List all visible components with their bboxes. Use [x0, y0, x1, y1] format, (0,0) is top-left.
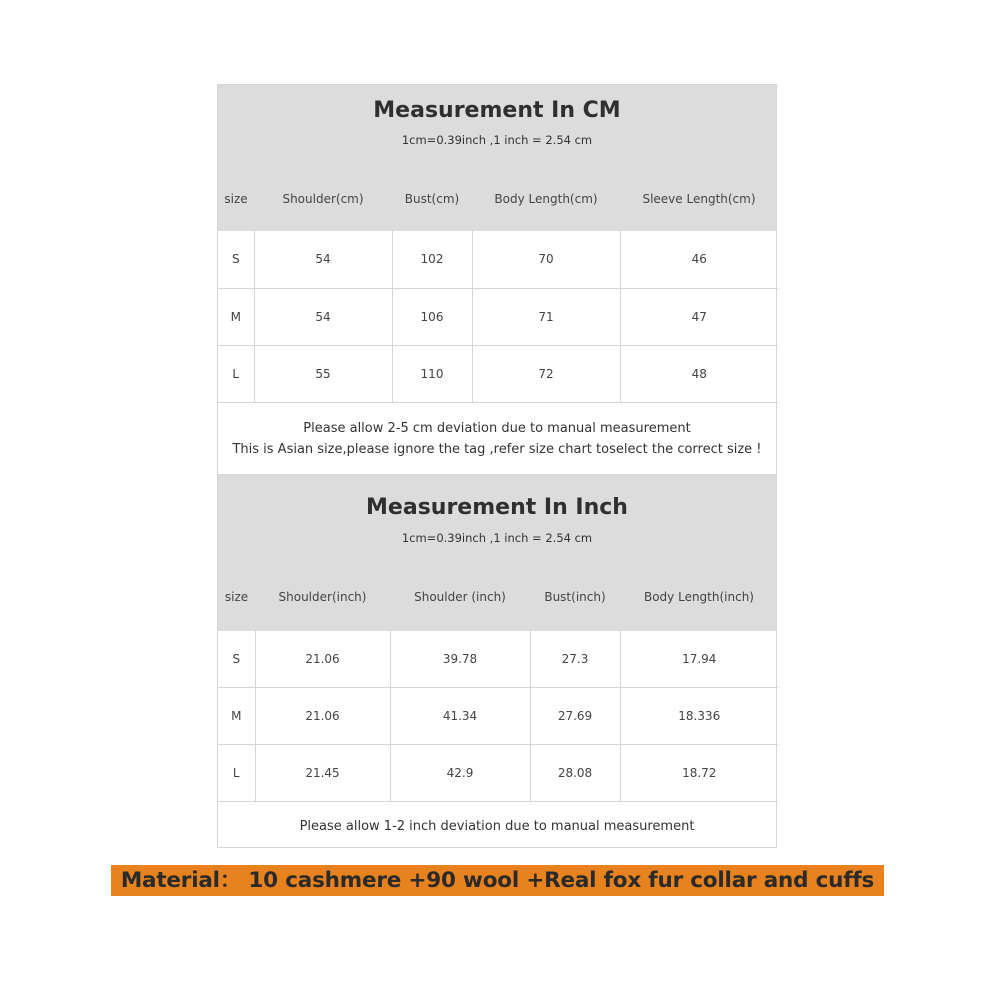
- table-row: [218, 345, 778, 402]
- cm-header-body-length: Body Length(cm): [494, 192, 598, 206]
- cm-header-bust: Bust(cm): [404, 192, 460, 206]
- inch-cell: 27.69: [530, 688, 620, 745]
- inch-cell: M: [218, 688, 255, 745]
- table-row: [218, 288, 778, 345]
- cm-cell: 71: [472, 288, 620, 345]
- cm-note-line1: Please allow 2-5 cm deviation due to manual measurement: [303, 420, 691, 436]
- cm-cell: 54: [254, 288, 392, 345]
- cm-cell: L: [218, 345, 254, 402]
- table-row: [218, 745, 778, 802]
- cm-cell: 102: [392, 231, 472, 288]
- cm-cell: 55: [254, 345, 392, 402]
- inch-header-size: size: [224, 589, 249, 604]
- cm-cell: 70: [472, 231, 620, 288]
- inch-note: Please allow 1-2 inch deviation due to manual measurement: [299, 819, 695, 834]
- cm-subtitle: 1cm=0.39inch ,1 inch = 2.54 cm: [401, 133, 593, 147]
- cm-cell: 72: [472, 345, 620, 402]
- inch-header-band: [218, 475, 776, 631]
- cm-cell: M: [218, 288, 254, 345]
- inch-header-body-length: Body Length(inch): [643, 589, 754, 604]
- inch-cell: 39.78: [390, 631, 530, 688]
- cm-cell: 106: [392, 288, 472, 345]
- table-row: [218, 231, 778, 288]
- inch-table: [218, 631, 778, 803]
- cm-cell: 48: [620, 345, 778, 402]
- cm-cell: 46: [620, 231, 778, 288]
- table-row: [218, 688, 778, 745]
- inch-cell: 21.06: [255, 688, 390, 745]
- inch-cell: 41.34: [390, 688, 530, 745]
- inch-cell: 27.3: [530, 631, 620, 688]
- cm-table: [218, 231, 778, 403]
- cm-title: Measurement In CM: [373, 98, 621, 123]
- inch-cell: 42.9: [390, 745, 530, 802]
- size-chart: [217, 84, 777, 848]
- cm-header-sleeve-length: Sleeve Length(cm): [642, 192, 756, 206]
- inch-header-shoulder: Shoulder(inch): [278, 589, 367, 604]
- cm-cell: 54: [254, 231, 392, 288]
- inch-cell: 21.06: [255, 631, 390, 688]
- inch-header-bust: Bust(inch): [544, 589, 606, 604]
- inch-cell: 17.94: [620, 631, 778, 688]
- cm-header-band: [218, 85, 776, 231]
- cm-cell: 47: [620, 288, 778, 345]
- cm-header-size: size: [224, 192, 248, 206]
- inch-cell: 18.336: [620, 688, 778, 745]
- inch-cell: 18.72: [620, 745, 778, 802]
- inch-cell: L: [218, 745, 255, 802]
- cm-header-shoulder: Shoulder(cm): [282, 192, 364, 206]
- inch-header-shoulder-2: Shoulder (inch): [414, 589, 506, 604]
- inch-title: Measurement In Inch: [366, 494, 628, 520]
- cm-cell: S: [218, 231, 254, 288]
- cm-cell: 110: [392, 345, 472, 402]
- cm-note-line2: This is Asian size,please ignore the tag ,refer size chart toselect the correct size !: [232, 441, 762, 457]
- inch-cell: 21.45: [255, 745, 390, 802]
- inch-cell: S: [218, 631, 255, 688]
- material-banner: Material： 10 cashmere +90 wool +Real fox fur collar and cuffs: [111, 865, 884, 896]
- inch-cell: 28.08: [530, 745, 620, 802]
- cm-note: [218, 403, 776, 475]
- inch-subtitle: 1cm=0.39inch ,1 inch = 2.54 cm: [401, 530, 593, 545]
- table-row: [218, 631, 778, 688]
